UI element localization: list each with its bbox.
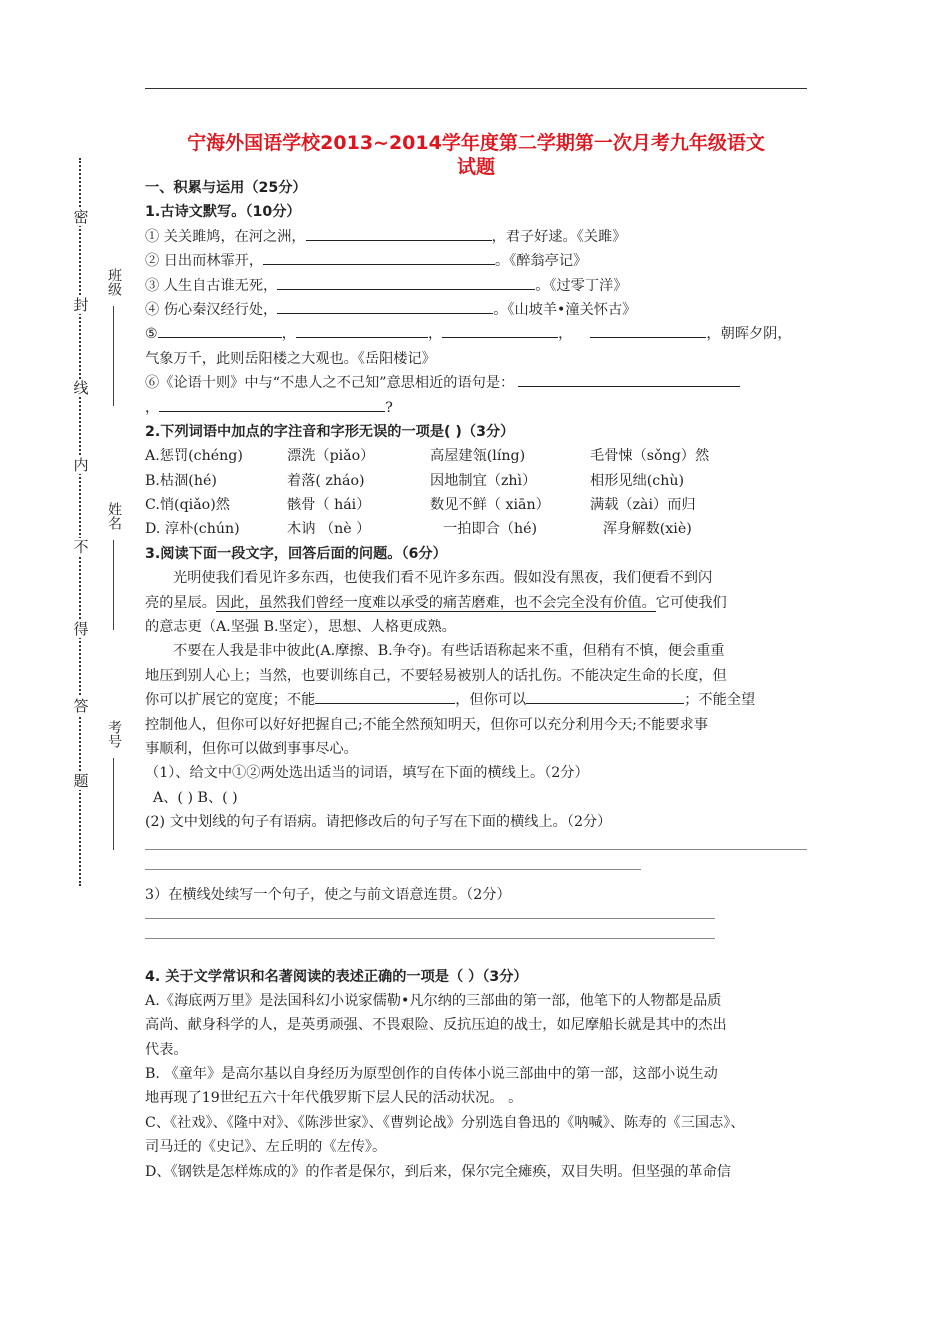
answer-blank[interactable] [306,226,492,241]
answer-line[interactable] [145,869,641,870]
name-field-line [113,540,114,630]
q3-heading: 3.阅读下面一段文字，回答后面的问题。（6分） [145,545,447,562]
q4-heading: 4. 关于文学常识和名著阅读的表述正确的一项是（ ）（3分） [145,968,528,985]
answer-blank[interactable] [315,689,455,704]
q1-item: ② 日出而林霏开， 。《醉翁亭记》 [145,249,807,273]
exam-number-field-line [113,758,114,850]
answer-line-row [145,859,807,883]
passage-line: 亮的星辰。因此，虽然我们曾经一度难以承受的痛苦磨难，也不会完全没有价值。它可使我们 [145,594,727,611]
page-title-cont: 试题 [456,156,495,178]
q4-option-a-cont: 高尚、献身科学的人，是英勇顽强、不畏艰险、反抗压迫的战士，如尼摩船长就是其中的杰出 [145,1017,727,1034]
q1-item-5: ⑤ ， ， ， ，朝晖夕阴， [145,322,807,346]
answer-blank[interactable] [296,323,428,338]
q1-item: ③ 人生自古谁无死， 。《过零丁洋》 [145,274,807,298]
top-rule [145,88,807,89]
seal-char: 题 [73,772,89,790]
q4-option-a-cont: 代表。 [145,1041,188,1058]
passage-line: 的意志更（A.坚强 B.坚定），思想、人格更成熟。 [145,619,456,636]
answer-blank[interactable] [442,323,558,338]
class-label: 班级 [106,268,122,296]
q1-item: ④ 伤心秦汉经行处， 。《山坡羊•潼关怀古》 [145,298,807,322]
exam-number-label: 考号 [106,720,122,748]
q1-heading: 1.古诗文默写。（10分） [145,204,301,221]
q2-option-row: A.惩罚(chéng) 漂洗（piǎo） 高屋建瓴(líng) 毛骨悚（sǒng）然 [145,448,710,465]
page-title: 宁海外国语学校2013~2014学年度第二学期第一次月考九年级语文 [187,132,765,154]
name-label: 姓名 [106,502,122,530]
q2-option-row: C.悄(qiǎo)然 骸骨（ hái） 数见不鲜（ xiān） 满载（zài）而归 [145,497,696,514]
passage-line: 不要在人我是非中彼此(A.摩擦、B.争夺)。有些话语称起来不重，但稍有不慎，便会重重 [173,643,725,660]
q1-item-6-cont: ， ? [145,396,807,420]
seal-char: 线 [73,379,89,397]
seal-char: 内 [73,456,89,474]
seal-char: 答 [73,697,89,715]
answer-line-row [145,908,807,932]
q1-item-6: ⑥《论语十则》中与“不患人之不己知”意思相近的语句是： [145,371,807,395]
class-field-line [113,306,114,406]
q3-sub2: (2) 文中划线的句子有语病。请把修改后的句子写在下面的横线上。（2分） [145,814,612,831]
answer-line[interactable] [145,938,715,939]
q3-sub1-answers: A、( ) B、( ) [153,789,238,806]
answer-blank[interactable] [518,372,740,387]
answer-blank[interactable] [158,323,282,338]
passage-line: 你可以扩展它的宽度；不能 ，但你可以 ；不能全望 [145,688,807,712]
passage-line: 地压到别人心上；当然，也要训练自己，不要轻易被别人的话扎伤。不能决定生命的长度，但 [145,667,727,684]
answer-line[interactable] [145,918,715,919]
section-heading: 一、积累与运用（25分） [145,180,307,196]
seal-char: 密 [73,208,89,226]
q4-option-b: B. 《童年》是高尔基以自身经历为原型创作的自传体小说三部曲中的第一部，这部小说生动 [145,1066,718,1083]
q1-item: ① 关关雎鸠，在河之洲， ，君子好逑。《关雎》 [145,225,807,249]
passage-line: 事顺利，但你可以做到事事尽心。 [145,740,358,757]
q4-option-b-cont: 地再现了19世纪五六十年代俄罗斯下层人民的活动状况。 。 [145,1090,523,1107]
exam-content [145,176,807,1184]
q4-option-c: C、《社戏》、《隆中对》、《陈涉世家》、《曹刿论战》分别选自鲁迅的《呐喊》、陈寿的《三国志》、 [145,1114,745,1131]
passage-line: 控制他人，但你可以好好把握自己;不能全然预知明天，但你可以充分利用今天;不能要求事 [145,716,708,733]
answer-blank[interactable] [590,323,706,338]
underlined-sentence: 因此，虽然我们曾经一度难以承受的痛苦磨难，也不会完全没有价值。 [215,594,656,611]
answer-blank[interactable] [277,275,535,290]
answer-blank[interactable] [159,397,385,412]
q1-item-5-cont: 气象万千，此则岳阳楼之大观也。《岳阳楼记》 [145,350,436,367]
q2-heading: 2.下列词语中加点的字注音和字形无误的一项是( )（3分） [145,423,515,440]
seal-char: 封 [73,296,89,314]
q2-option-row: B.枯涸(hé) 着落( zháo) 因地制宜（zhì） 相形见绌(chù) [145,472,685,489]
q4-option-a: A.《海底两万里》是法国科幻小说家儒勒•凡尔纳的三部曲的第一部，他笔下的人物都是品质 [145,992,722,1009]
seal-char: 不 [73,538,89,556]
answer-line-row [145,932,807,956]
seal-char: 得 [73,620,89,638]
q4-option-c-cont: 司马迁的《史记》、左丘明的《左传》。 [145,1139,387,1156]
answer-blank[interactable] [277,299,493,314]
passage-line: 光明使我们看见许多东西，也使我们看不见许多东西。假如没有黑夜，我们便看不到闪 [173,570,713,587]
q3-sub3: 3）在横线处续写一个句子，使之与前文语意连贯。（2分） [145,887,511,904]
q4-option-d: D、《钢铁是怎样炼成的》的作者是保尔，到后来，保尔完全瘫痪，双目失明。但坚强的革命信 [145,1163,731,1180]
q3-sub1: （1）、给文中①②两处选出适当的词语，填写在下面的横线上。（2分） [145,765,589,782]
answer-line[interactable] [145,849,807,850]
answer-line-row [145,835,807,859]
answer-blank[interactable] [263,250,495,265]
q2-option-row: D. 淳朴(chún) 木讷 （nè ） 一拍即合（hé) 浑身解数(xiè) [145,521,692,538]
answer-blank[interactable] [526,689,684,704]
